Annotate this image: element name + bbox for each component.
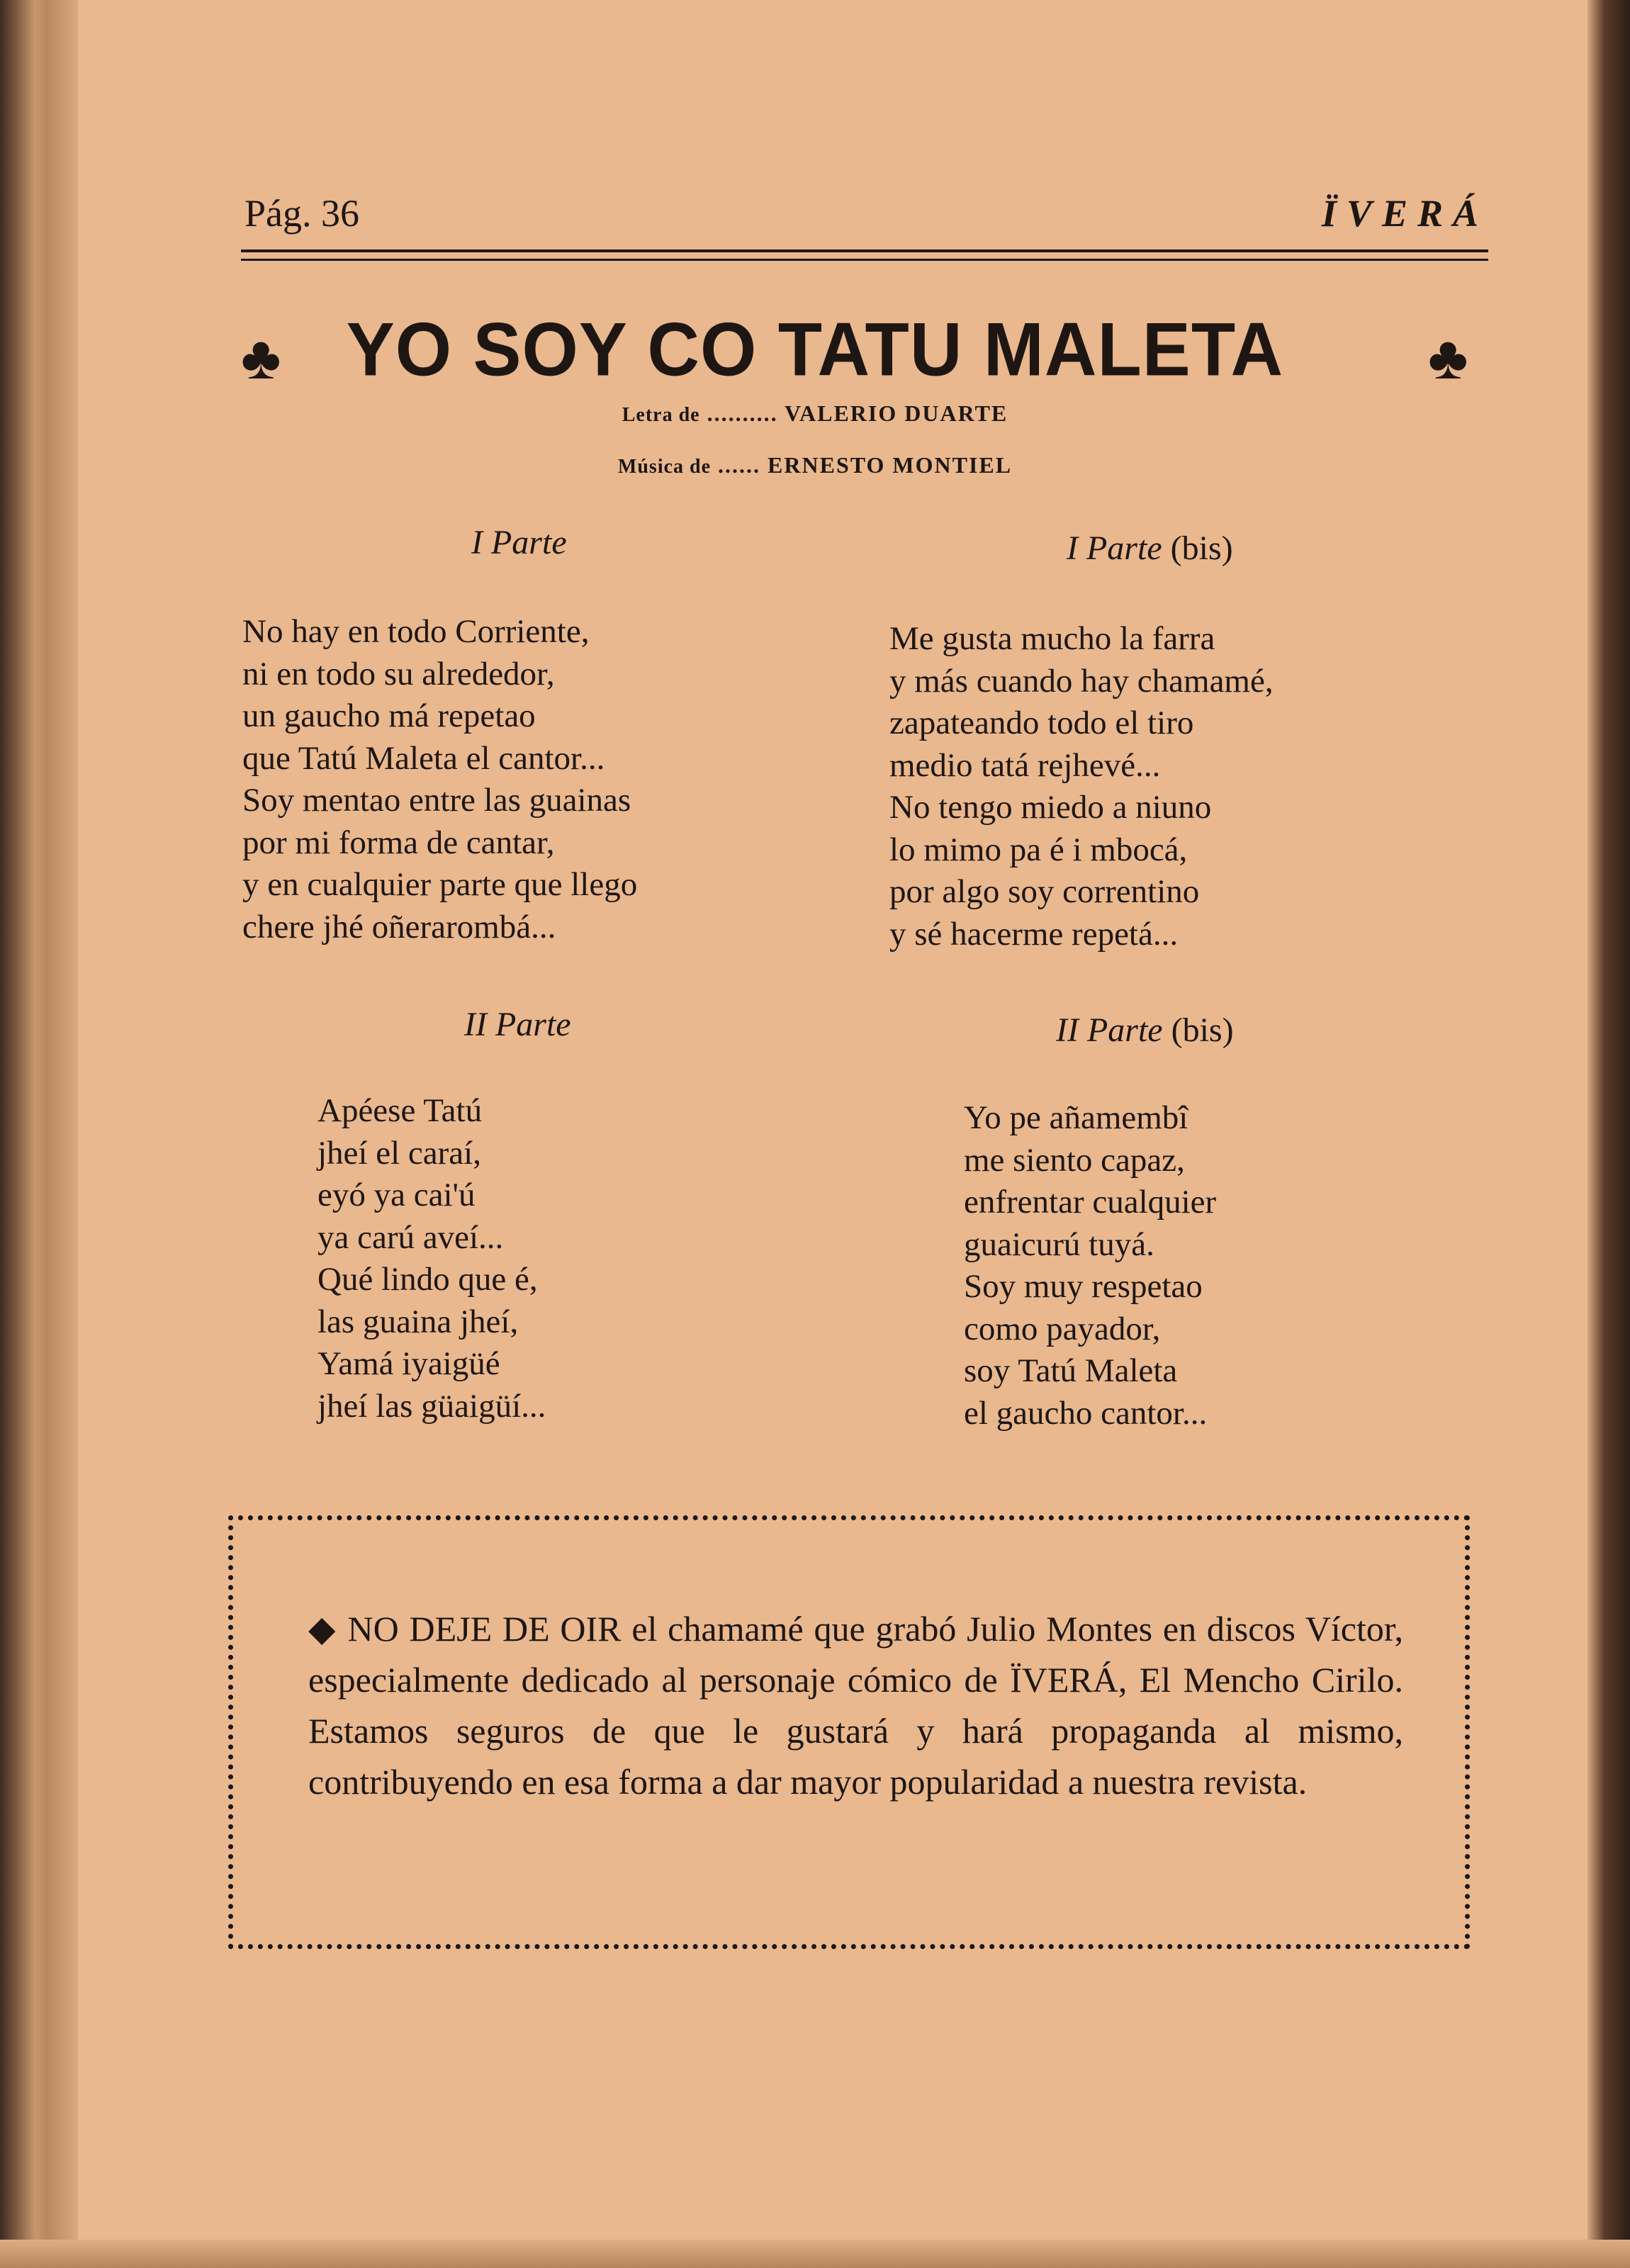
- section-heading: [1056, 1011, 1234, 1050]
- verse-line: Yamá iyaigüé: [317, 1345, 500, 1382]
- club-ornament-icon: ♣: [241, 324, 281, 392]
- credit-dots: ..........: [707, 400, 778, 426]
- verse-line: No tengo miedo a niuno: [889, 789, 1212, 826]
- verse-line: Qué lindo que é,: [317, 1261, 538, 1298]
- verse-line: como payador,: [964, 1310, 1161, 1347]
- section-title: II Parte: [1056, 1011, 1163, 1049]
- verse-line: me siento capaz,: [964, 1141, 1185, 1179]
- verse-line: el gaucho cantor...: [964, 1394, 1208, 1432]
- section-title: I Parte: [471, 524, 567, 561]
- section-title: I Parte: [1067, 529, 1162, 567]
- notice-lead: NO DEJE DE OIR: [347, 1609, 622, 1649]
- verse-line: jheí el caraí,: [317, 1134, 481, 1172]
- verse-line: Yo pe añamembî: [964, 1099, 1188, 1136]
- club-ornament-icon: ♣: [1428, 324, 1468, 392]
- verse-line: jheí las güaigüí...: [317, 1387, 546, 1425]
- header-rule-top: [241, 249, 1488, 252]
- verse-line: y en cualquier parte que llego: [242, 866, 638, 903]
- verse-block: [242, 611, 637, 948]
- page-number: Pág. 36: [244, 192, 359, 235]
- verse-line: No hay en todo Corriente,: [242, 613, 590, 650]
- credit-label: Letra de: [622, 404, 700, 426]
- credit-name: ERNESTO MONTIEL: [768, 452, 1013, 478]
- music-credit: [0, 452, 1630, 478]
- bis-marker: (bis): [1170, 529, 1233, 567]
- verse-line: Apéese Tatú: [317, 1092, 483, 1129]
- section-title: II Parte: [464, 1006, 571, 1043]
- verse-line: ya carú aveí...: [317, 1218, 504, 1256]
- notice-text: [308, 1603, 1403, 1807]
- verse-line: un gaucho má repetao: [242, 697, 536, 734]
- verse-line: por mi forma de cantar,: [242, 824, 555, 861]
- diamond-icon: ◆: [308, 1609, 337, 1649]
- verse-line: y más cuando hay chamamé,: [889, 662, 1274, 700]
- bis-marker: (bis): [1171, 1011, 1234, 1049]
- page-bottom-edge: [0, 2240, 1630, 2268]
- verse-line: ni en todo su alrededor,: [242, 655, 555, 692]
- verse-line: Me gusta mucho la farra: [889, 620, 1215, 657]
- verse-line: que Tatú Maleta el cantor...: [242, 739, 605, 777]
- verse-line: por algo soy correntino: [889, 873, 1200, 910]
- notice-body: el chamamé que grabó Julio Montes en discos Víctor, especialmente dedicado al personaje cómico de ÏVERÁ, El Mencho Cirilo. Estamos seguros de que le gustará y hará propaganda al mismo, contribuyendo en esa forma a dar mayor popularidad a nuestra revista.: [308, 1609, 1404, 1802]
- section-heading: [1067, 529, 1233, 568]
- verse-block: [317, 1090, 546, 1427]
- verse-block: [889, 618, 1274, 955]
- verse-line: zapateando todo el tiro: [889, 704, 1194, 741]
- section-heading: [464, 1005, 571, 1044]
- verse-line: chere jhé oñerarombá...: [242, 908, 556, 945]
- song-title: YO SOY CO TATU MALETA: [346, 307, 1284, 392]
- credit-label: Música de: [617, 456, 712, 478]
- verse-line: y sé hacerme repetá...: [889, 915, 1179, 953]
- verse-line: guaicurú tuyá.: [964, 1225, 1154, 1263]
- header-rule-bottom: [241, 259, 1488, 261]
- section-heading: [471, 523, 567, 562]
- verse-line: las guaina jheí,: [317, 1303, 519, 1340]
- verse-line: lo mimo pa é i mbocá,: [889, 831, 1188, 868]
- magazine-name: ÏVERÁ: [1321, 192, 1488, 235]
- verse-line: medio tatá rejhevé...: [889, 746, 1161, 784]
- credit-dots: ......: [718, 452, 761, 478]
- verse-line: soy Tatú Maleta: [964, 1352, 1178, 1389]
- verse-line: Soy muy respetao: [964, 1268, 1203, 1305]
- verse-line: eyó ya cai'ú: [317, 1177, 476, 1213]
- verse-line: enfrentar cualquier: [964, 1184, 1217, 1220]
- credit-name: VALERIO DUARTE: [785, 400, 1008, 426]
- verse-block: [964, 1097, 1216, 1435]
- lyrics-credit: [0, 400, 1630, 427]
- verse-line: Soy mentao entre las guainas: [242, 782, 631, 819]
